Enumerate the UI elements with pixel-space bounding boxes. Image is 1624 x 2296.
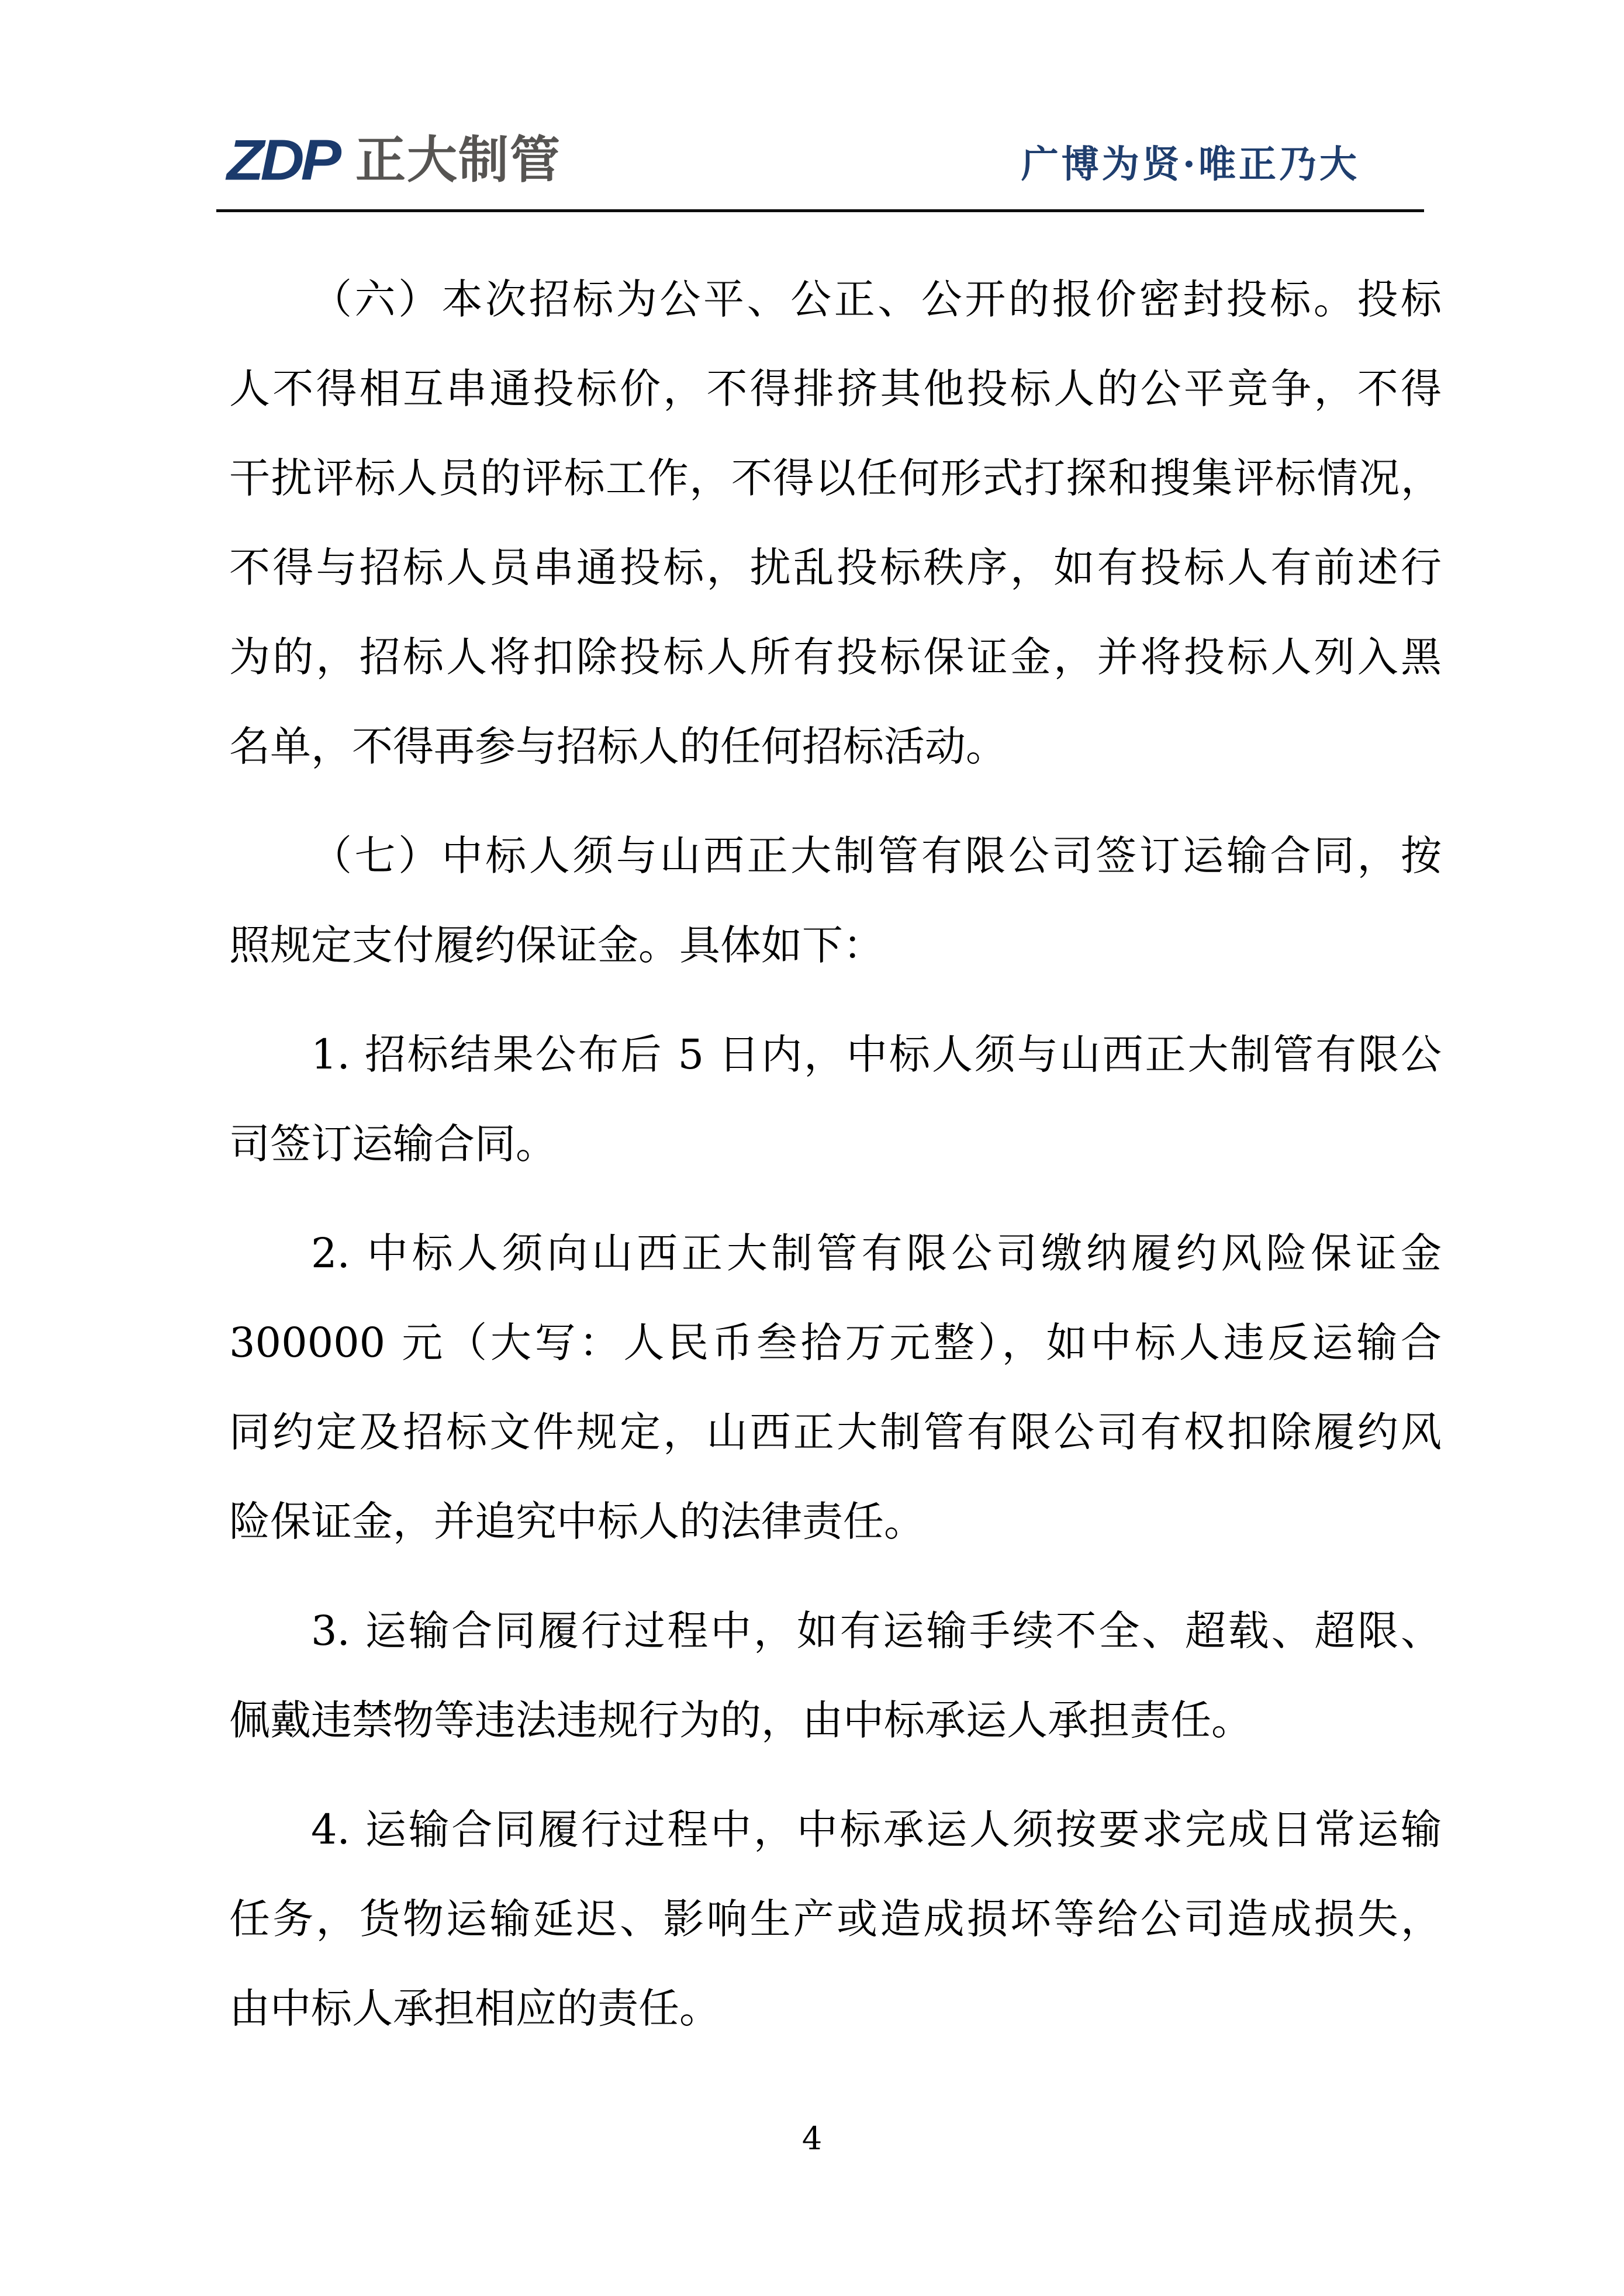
header-tagline: 广博为贤·唯正乃大 xyxy=(1021,143,1360,186)
text-line: 300000 元（大写：人民币叁拾万元整），如中标人违反运输合 xyxy=(229,1319,1442,1367)
text-line: 由中标人承担相应的责任。 xyxy=(229,1984,720,2032)
text-line: 为的，招标人将扣除投标人所有投标保证金，并将投标人列入黑 xyxy=(229,633,1442,681)
text-line: （六）本次招标为公平、公正、公开的报价密封投标。投标 xyxy=(311,275,1442,323)
header-divider-rule xyxy=(216,209,1424,212)
text-line: 不得与招标人员串通投标，扰乱投标秩序，如有投标人有前述行 xyxy=(229,544,1442,592)
text-line: （七）中标人须与山西正大制管有限公司签订运输合同，按 xyxy=(311,832,1442,880)
text-line: 名单，不得再参与招标人的任何招标活动。 xyxy=(229,722,1007,770)
text-line: 同约定及招标文件规定，山西正大制管有限公司有权扣除履约风 xyxy=(229,1408,1442,1456)
paragraph xyxy=(229,1586,1442,1765)
text-line: 照规定支付履约保证金。具体如下： xyxy=(229,921,884,969)
company-logo xyxy=(227,127,561,193)
text-line: 险保证金，并追究中标人的法律责任。 xyxy=(229,1498,925,1545)
text-line: 任务，货物运输延迟、影响生产或造成损坏等给公司造成损失， xyxy=(229,1895,1442,1943)
text-line: 人不得相互串通投标价，不得排挤其他投标人的公平竞争，不得 xyxy=(229,365,1442,413)
paragraph xyxy=(229,255,1442,791)
text-line: 4. 运输合同履行过程中，中标承运人须按要求完成日常运输 xyxy=(311,1806,1442,1854)
text-line: 2. 中标人须向山西正大制管有限公司缴纳履约风险保证金 xyxy=(311,1229,1442,1277)
paragraph xyxy=(229,1010,1442,1189)
text-line: 佩戴违禁物等违法违规行为的，由中标承运人承担责任。 xyxy=(229,1696,1252,1744)
text-line: 干扰评标人员的评标工作，不得以任何形式打探和搜集评标情况， xyxy=(229,454,1442,502)
paragraph xyxy=(229,1209,1442,1567)
paragraph xyxy=(229,811,1442,990)
text-line: 1. 招标结果公布后 5 日内，中标人须与山西正大制管有限公 xyxy=(311,1031,1442,1078)
document-body xyxy=(229,255,1442,2053)
page-number: 4 xyxy=(801,2120,823,2157)
paragraph xyxy=(229,1785,1442,2053)
logo-company-name: 正大制管 xyxy=(355,132,561,188)
text-line: 司签订运输合同。 xyxy=(229,1120,557,1168)
text-line: 3. 运输合同履行过程中，如有运输手续不全、超载、超限、 xyxy=(311,1607,1442,1655)
logo-zdp-text: ZDP xyxy=(227,127,338,193)
